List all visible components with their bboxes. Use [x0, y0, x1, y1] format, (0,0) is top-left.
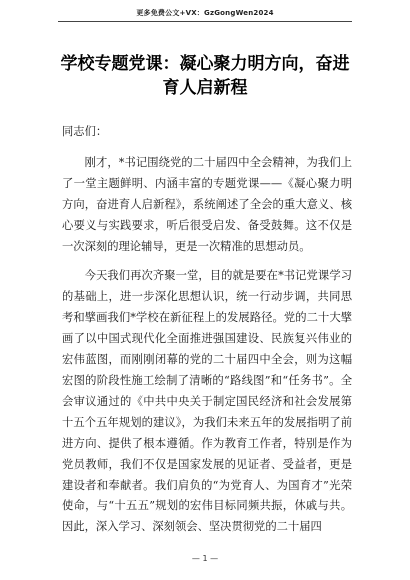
header-divider — [58, 21, 352, 22]
paragraph-1: 刚才，*书记围绕党的二十届四中全会精神，为我们上了一堂主题鲜明、内涵丰富的专题党课——《凝心聚力明方向，奋进育人启新程》，系统阐述了全会的重大意义、核心要义与实践要求，听后很受启发、备受鼓舞。这不仅是一次深刻的理论辅导，更是一次精准的思想动员。 — [62, 155, 352, 253]
greeting: 同志们： — [62, 125, 108, 138]
paragraph-2: 今天我们再次齐聚一堂，目的就是要在*书记党课学习的基础上，进一步深化思想认识，统一行动步调，共同思考和擘画我们*学校在新征程上的发展路径。党的二十大擘画了以中国式现代化全面推进强国建设、民族复兴伟业的宏伟蓝图，而刚刚闭幕的党的二十届四中全会，则为这幅宏图的阶段性施工绘制了清晰的“路线图”和“任务书”。全会审议通过的《中共中央关于制定国民经济和社会发展第十五个五年规划的建议》，为我们未来五年的发展指明了前进方向、提供了根本遵循。作为教育工作者，特别是作为党员教师，我们不仅是国家发展的见证者、受益者，更是建设者和奉献者。我们肩负的“为党育人、为国育才”光荣使命，与“十五五”规划的宏伟目标同频共振，休戚与共。因此，深入学习、深刻领会、坚决贯彻党的二十届四 — [62, 269, 352, 534]
header-note: 更多免费公文+VX：GzGongWen2024 — [136, 9, 274, 17]
document-body — [62, 122, 352, 538]
document-title: 学校专题党课：凝心聚力明方向，奋进育人启新程 — [60, 54, 350, 98]
page-number: — 1 — — [191, 554, 219, 563]
